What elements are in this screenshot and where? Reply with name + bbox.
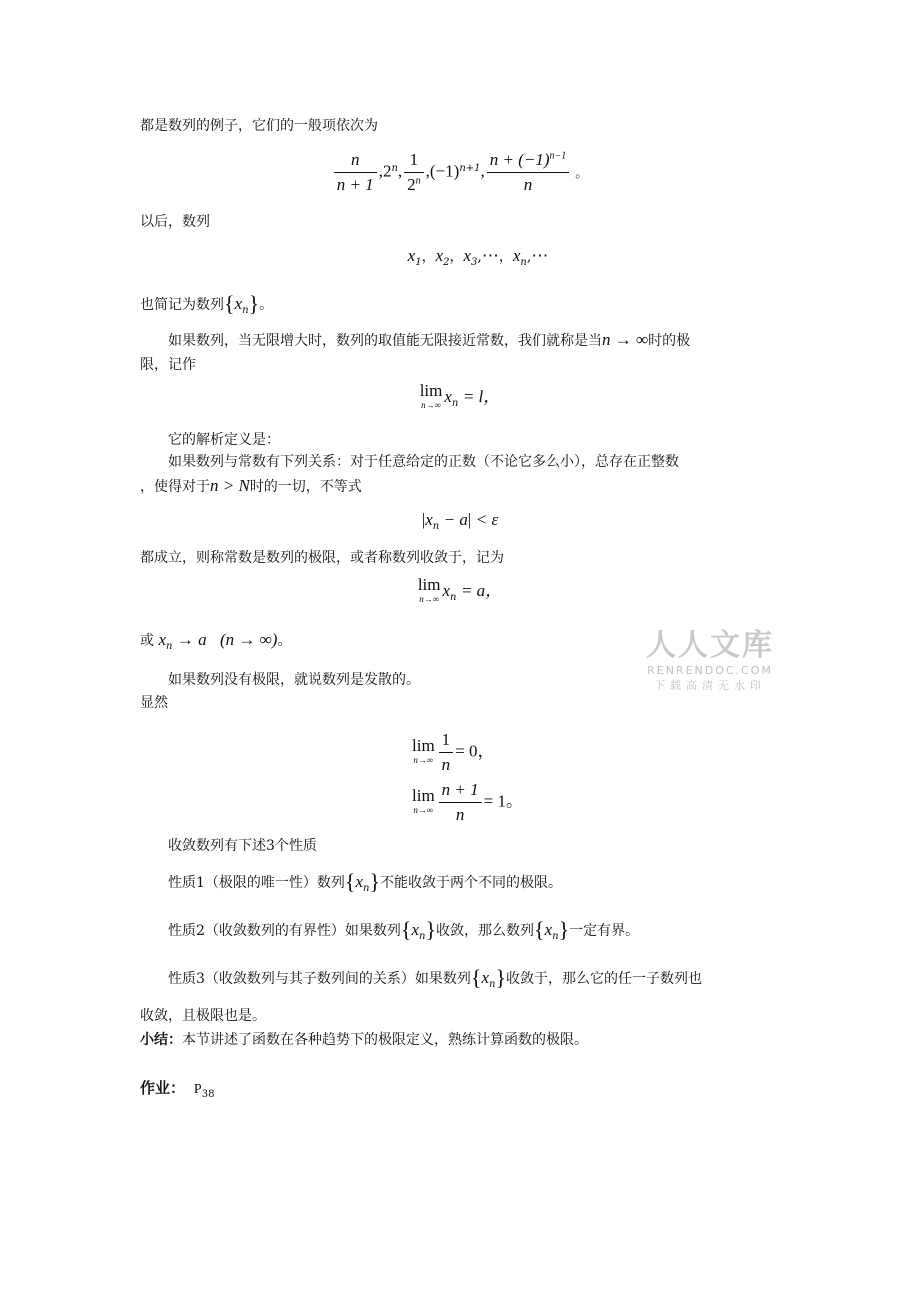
watermark-logo: 人人文库 RENRENDOC.COM 下载高清无水印: [646, 628, 774, 692]
homework: 作业： $P_{38}$: [140, 1079, 215, 1100]
inequality-formula: $|x_n - a| < \varepsilon$: [421, 510, 499, 532]
limit-formula-3: lim n→∞ $\frac{1}{n}$ = 0，: [412, 730, 495, 774]
paragraph-1-cont: 限，记作: [140, 357, 196, 373]
alias-text: 也简记为数列$\{x_n\}$。: [140, 291, 274, 316]
divergence-text: 如果数列没有极限，就说数列是发散的。: [168, 672, 420, 688]
limit-formula-4: lim n→∞ $\frac{n + 1}{n}$ = 1。: [412, 780, 523, 824]
limit-formula-1: lim n→∞ $x_n = l$，: [419, 381, 501, 410]
intro-text: 都是数列的例子，它们的一般项依次为: [140, 118, 378, 134]
examples-formula: $\frac{n}{n + 1}$ ,2$^n$, $\frac{1}{2^n}$ $,(-1)^{n+1}$, $\frac{n + (-1)^{n-1}}{n}$ 。: [0, 150, 920, 195]
paragraph-1: 如果数列，当无限增大时，数列的取值能无限接近常数，我们就称是当n → ∞时的极: [168, 330, 691, 349]
property-3: 性质3（收敛数列与其子数列间的关系）如果数列$\{x_n\}$收敛于，那么它的任一子数列也: [168, 965, 703, 990]
property-2: 性质2（收敛数列的有界性）如果数列$\{x_n\}$收敛，那么数列$\{x_n\}$一定有界。: [168, 917, 640, 942]
sequence-formula: $x_1$，$x_2$，$x_3,\cdots$，$x_n,\cdots$: [407, 246, 549, 268]
limit-formula-2: lim n→∞ $x_n = a$，: [417, 575, 503, 604]
term-3: $\frac{1}{2^n}$: [404, 150, 424, 195]
definition-text-cont: ，使得对于n > N时的一切，不等式: [140, 476, 362, 495]
later-text: 以后，数列: [140, 214, 210, 230]
properties-intro: 收敛数列有下述3个性质: [168, 838, 317, 854]
obvious-text: 显然: [140, 695, 168, 711]
property-1: 性质1（极限的唯一性）数列$\{x_n\}$不能收敛于两个不同的极限。: [168, 869, 563, 894]
definition-title: 它的解析定义是：: [168, 432, 280, 448]
term-5: $\frac{n + (-1)^{n-1}}{n}$: [487, 150, 570, 195]
summary: 小结：本节讲述了函数在各种趋势下的极限定义，熟练计算函数的极限。: [140, 1032, 588, 1048]
conclusion-text: 都成立，则称常数是数列的极限，或者称数列收敛于，记为: [140, 550, 504, 566]
property-3-cont: 收敛，且极限也是。: [140, 1008, 266, 1024]
alternative-notation: 或 $x_n \to a$ (n → ∞)。: [140, 630, 292, 652]
definition-text: 如果数列与常数有下列关系：对于任意给定的正数（不论它多么小），总存在正整数: [168, 454, 679, 470]
term-1: $\frac{n}{n + 1}$: [334, 150, 377, 195]
